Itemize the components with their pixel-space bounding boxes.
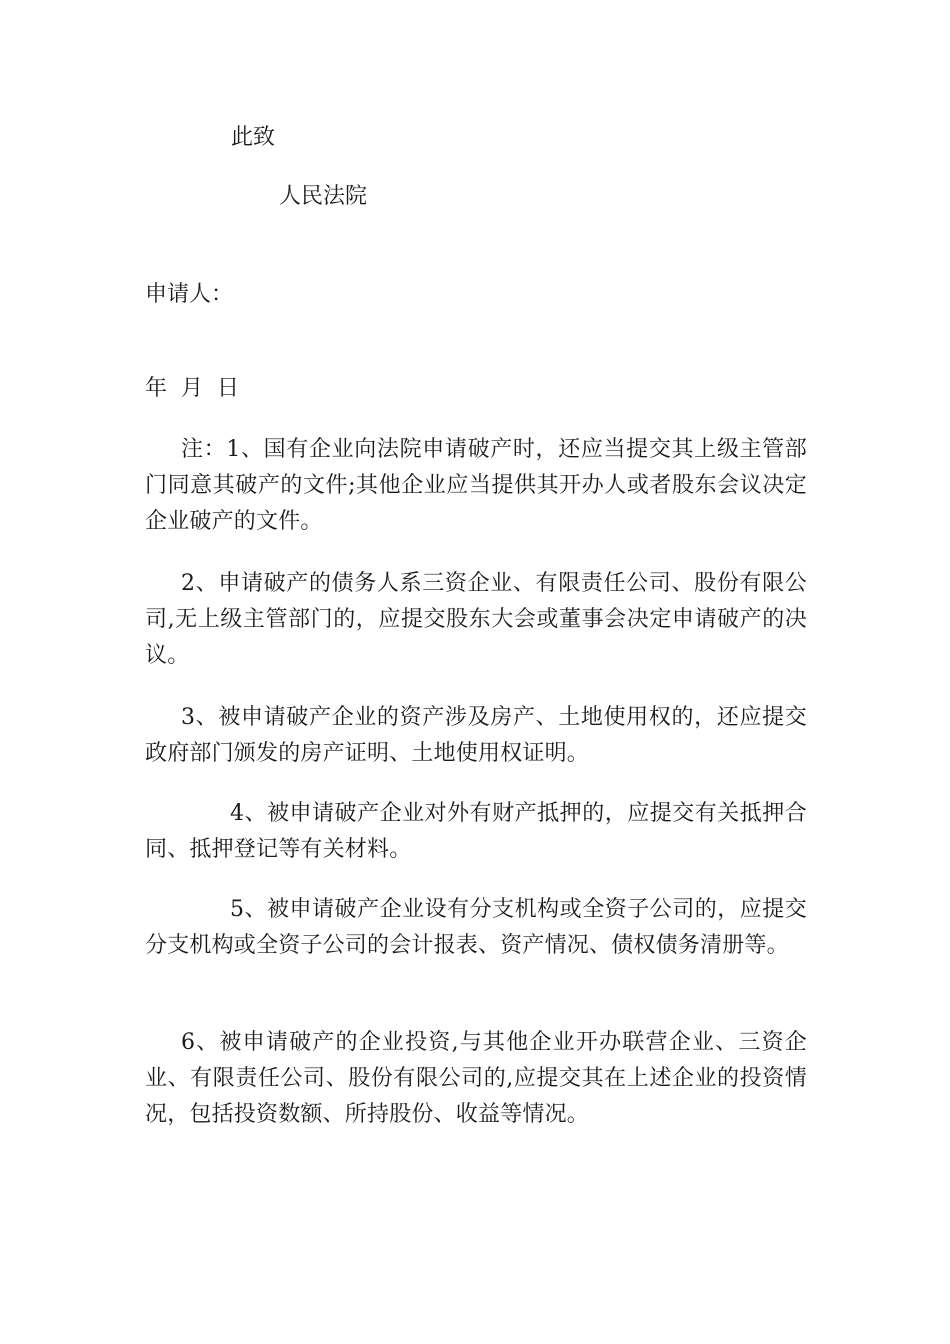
note-text-4: 4、被申请破产企业对外有财产抵押的，应提交有关抵押合同、抵押登记等有关材料。: [145, 801, 807, 862]
note-text-6: 6、被申请破产的企业投资,与其他企业开办联营企业、三资企业、有限责任公司、股份有限公司的,应提交其在上述企业的投资情况，包括投资数额、所持股份、收益等情况。: [145, 1030, 807, 1127]
note-paragraph-1: [145, 432, 807, 540]
note-text-5: 5、被申请破产企业设有分支机构或全资子公司的，应提交分支机构或全资子公司的会计报表、资产情况、债权债务清册等。: [145, 897, 807, 958]
note-text-1: 注：1、国有企业向法院申请破产时，还应当提交其上级主管部门同意其破产的文件;其他企业应当提供其开办人或者股东会议决定企业破产的文件。: [145, 437, 807, 534]
note-text-2: 2、申请破产的债务人系三资企业、有限责任公司、股份有限公司,无上级主管部门的，应提交股东大会或董事会决定申请破产的决议。: [145, 571, 807, 668]
note-paragraph-5: [145, 892, 807, 964]
closing-salutation: 此致: [231, 125, 276, 150]
note-text-3: 3、被申请破产企业的资产涉及房产、土地使用权的，还应提交政府部门颁发的房产证明、土地使用权证明。: [145, 705, 807, 766]
note-paragraph-2: [145, 566, 807, 674]
note-paragraph-6: [145, 1025, 807, 1133]
applicant-label: 申请人：: [145, 282, 234, 307]
note-paragraph-4: [145, 796, 807, 868]
note-paragraph-3: [145, 700, 807, 772]
closing-recipient: 人民法院: [279, 184, 368, 209]
date-label: 年 月 日: [145, 376, 239, 401]
